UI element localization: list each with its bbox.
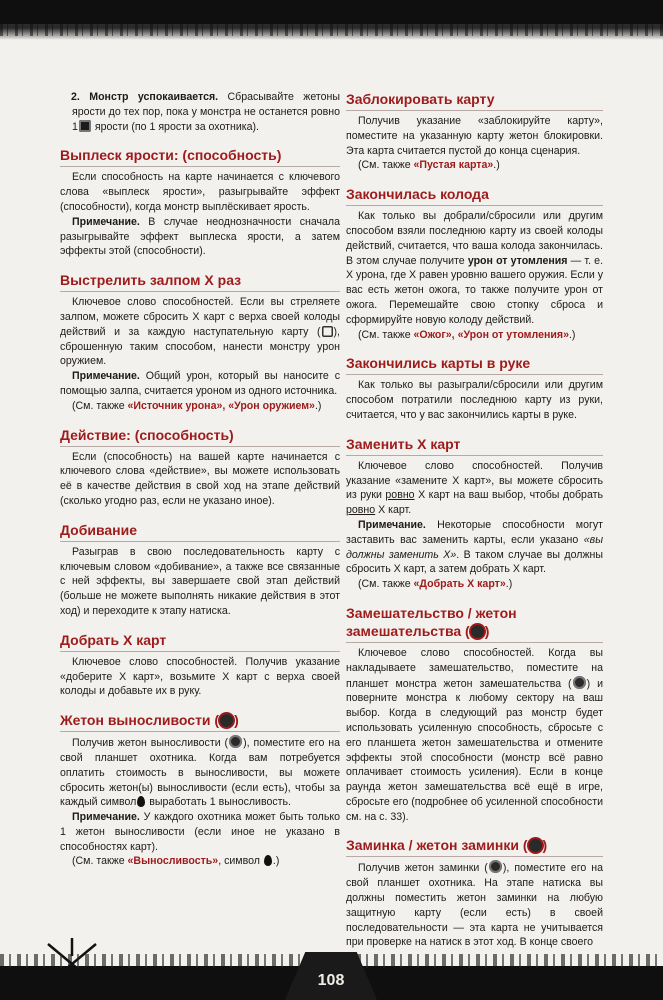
entry-monster-calm [60, 90, 340, 134]
entry-confusion: Замешательство / жетон замешательства ( ) Ключевое слово способностей. Когда вы накладываете замешательство, поместите на планшет монстра жетон замешательства ( ) и поверните монстра к любому сектору на ваш выбор. Когда в следующий раз монстр будет использовать усиленную способность, сбросьте с его планшета жетон замешательства и отмените эффекты этой способности (монстр всё равно оплачивает стоимость усиления). Если в конце раунда жетон замешательства всё ещё в игре, сбросьте его (подробнее об усиленной способности см. на с. 33). [346, 604, 604, 823]
entry-deck-out: Закончилась колода Как только вы добрали/сбросили или другим способом взяли последнюю карту из своей колоды действий, считается, что ваша колода закончилась. В этом случае получите урон от утомления — т. е. X урона, где X равен уровню вашего оружия. Если у вас есть жетон ожога, то также получите урон от ожога. Перемешайте свою стопку сброса и сформируйте новую колоду действий. (См. также «Ожог», «Урон от утомления».) [346, 186, 604, 341]
entry-stamina: Жетон выносливости ( ) Получив жетон выносливости ( ), поместите его на свой планшет охотника. Когда вам потребуется оплатить стоимость в выносливости, вы можете сбросить жетон(ы) выносливости (если есть), чтобы за каждый символ выработать 1 выносливость. Примечание. У каждого охотника может быть только 1 жетон выносливости (если иное не указано в способностях карт). (См. также «Выносливость», символ .) [60, 712, 341, 868]
stamina-drop-icon [137, 796, 145, 807]
link-empty-card[interactable]: «Пустая карта» [413, 159, 494, 172]
stall-token-icon [489, 860, 502, 873]
heading-confusion: Замешательство / жетон замешательства ( ) [346, 604, 603, 643]
heading-volley: Выстрелить залпом X раз [60, 271, 340, 292]
heading-draw-x: Добрать X карт [60, 631, 340, 652]
heading-deck-out: Закончилась колода [346, 185, 603, 206]
heading-stall: Заминка / жетон заминки ( ) [346, 836, 603, 857]
entry-finishing: Добивание Разыграв в свою последовательность карту с ключевым словом «добивание», а также все связанные с ней эффекты, вы завершаете свой этап действий (больше не можете выполнять никакие действия в этот ход) и переходите к этапу натиска. [60, 521, 340, 617]
top-border [0, 0, 663, 40]
stamina-token-icon [220, 714, 233, 727]
entry-block: Заблокировать карту Получив указание «заблокируйте карту», поместите на указанную карту жетон блокировки. Эта карта считается пустой до конца сценария. (См. также «Пустая карта».) [346, 91, 603, 172]
heading-rage-burst: Выплеск ярости: (способность) [60, 146, 340, 167]
entry-replace-x: Заменить X карт Ключевое слово способностей. Получив указание «замените X карт», вы можете сбросить из руки ровно X карт на ваш выбор, чтобы добрать ровно X карт. Примечание. Некоторые способности могут заставить вас заменить карты, если указано «вы должны заменить X». В таком случае вы должны сбросить X карт, а затем добрать X карт. (См. также «Добрать X карт».) [346, 435, 603, 591]
link-damage-source[interactable]: «Источник урона», «Урон оружием» [127, 399, 315, 412]
confusion-token-icon [573, 676, 586, 689]
entry-stall: Заминка / жетон заминки ( ) Получив жетон заминки ( ), поместите его на свой планшет охотника. На этапе натиска вы должны поместить жетон заминки на любую защитную карту (если есть) в своей последовательности — эта карта не учитывается при проверке на натиск в этот ход. В конце своего [346, 837, 603, 949]
entry-volley: Выстрелить залпом X раз Ключевое слово способностей. Если вы стреляете залпом, можете сбросить X карт с верха своей колоды действий и за каждую наступательную карту ( ), сброшенную таким способом, нанести монстру урон оружием. Примечание. Общий урон, который вы наносите с помощью залпа, считается уроном из одного источника. (См. также «Источник урона», «Урон оружием».) [60, 272, 340, 412]
confusion-token-icon [471, 625, 484, 638]
right-column [346, 90, 603, 962]
heading-replace-x: Заменить X карт [346, 435, 603, 456]
left-column [60, 90, 340, 881]
link-draw-x[interactable]: «Добрать X карт» [413, 578, 506, 591]
heading-finishing: Добивание [60, 521, 340, 542]
entry-hand-out: Закончились карты в руке Как только вы разыграли/сбросили или другим способом потратили последнюю карту из руки, считается, что у вас закончились карты в руке. [346, 355, 603, 421]
stall-token-icon [529, 839, 542, 852]
entry-action: Действие: (способность) Если (способность) на вашей карте начинается с ключевого слова «действие», вы можете использовать её в качестве действия в свой ход на этапе действий (сколько угодно раз, если не указано иное). [60, 426, 340, 507]
heading-action: Действие: (способность) [60, 426, 340, 447]
heading-stamina: Жетон выносливости ( ) [60, 711, 340, 732]
stamina-drop-icon [264, 855, 272, 866]
entry-rage-burst: Выплеск ярости: (способность) Если способность на карте начинается с ключевого слова «выплеск ярости», разыгрывайте эффект (способности), когда монстр выплёскивает ярость. Примечание. В случае неоднозначности сначала разыгрывайте эффект выплеска ярости, а затем эффекты этой (способности). [60, 147, 340, 258]
monster-calm-label: 2. Монстр успокаивается. [71, 91, 219, 103]
stamina-token-icon [229, 735, 242, 748]
link-burn[interactable]: «Ожог», «Урон от утомления» [413, 328, 569, 341]
heading-hand-out: Закончились карты в руке [346, 354, 603, 375]
entry-draw-x: Добрать X карт Ключевое слово способностей. Получив указание «доберите X карт», возьмите X карт с верха своей колоды и добавьте их в руку. [60, 631, 340, 698]
page-number: 108 [317, 972, 345, 989]
monster-calm-text: 2. Монстр успокаивается. Сбрасывайте жетоны ярости до тех пор, пока у монстра не останется ровно 1 ярости (по 1 ярости за охотника). [71, 91, 340, 133]
heading-block: Заблокировать карту [346, 90, 603, 111]
link-stamina[interactable]: «Выносливость» [127, 855, 219, 868]
fury-icon [79, 120, 91, 132]
offensive-card-icon [322, 326, 333, 337]
